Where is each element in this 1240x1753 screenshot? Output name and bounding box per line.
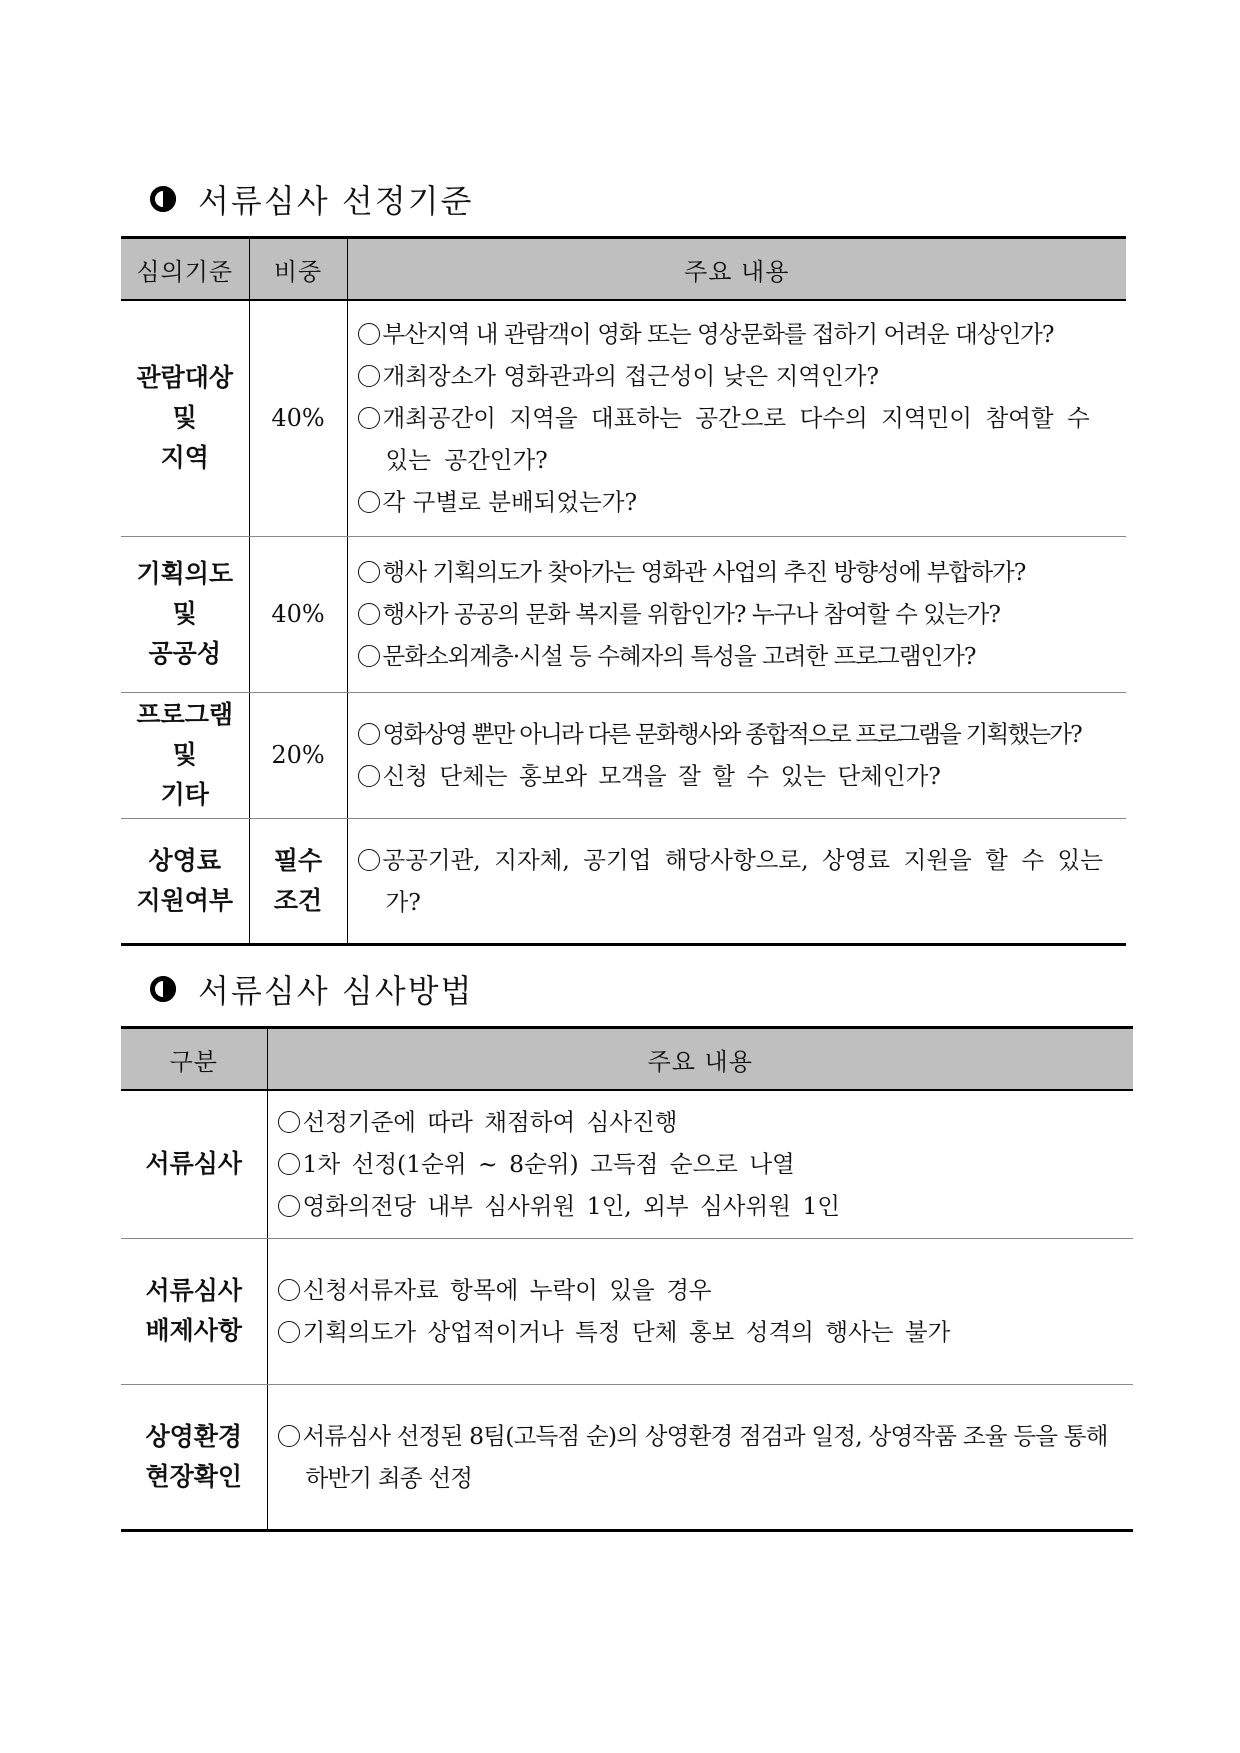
list-item: 신청 단체는 홍보와 모객을 잘 할 수 있는 단체인가? [358, 755, 1117, 797]
circle-bullet-icon [358, 491, 380, 513]
list-item: 문화소외계층·시설 등 수혜자의 특성을 고려한 프로그램인가? [358, 635, 1117, 677]
circle-bullet-icon [278, 1153, 300, 1175]
content-cell [347, 818, 1126, 944]
circle-bullet-icon [358, 365, 380, 387]
table-row [121, 692, 1126, 818]
table-header-row [121, 1028, 1133, 1091]
content-cell [267, 1238, 1133, 1384]
review-method-table [121, 1026, 1133, 1532]
circle-bullet-icon [150, 186, 176, 212]
content-cell [347, 300, 1126, 536]
list-item: 공공기관, 지자체, 공기업 해당사항으로, 상영료 지원을 할 수 있는가? [358, 839, 1117, 923]
circle-bullet-icon [358, 645, 380, 667]
list-item: 개최장소가 영화관과의 접근성이 낮은 지역인가? [358, 355, 1117, 397]
criteria-line: 지역 [160, 443, 209, 473]
weight-cell: 40% [249, 536, 347, 692]
weight-cell: 20% [249, 692, 347, 818]
category-line: 배제사항 [145, 1316, 243, 1345]
list-item: 영화의전당 내부 심사위원 1인, 외부 심사위원 1인 [278, 1185, 1124, 1227]
weight-cell: 40% [249, 300, 347, 536]
list-item: 영화상영 뿐만 아니라 다른 문화행사와 종합적으로 프로그램을 기획했는가? [358, 713, 1117, 755]
list-item: 부산지역 내 관람객이 영화 또는 영상문화를 접하기 어려운 대상인가? [358, 313, 1117, 355]
circle-bullet-icon [278, 1111, 300, 1133]
circle-bullet-icon [358, 561, 380, 583]
circle-bullet-icon [358, 603, 380, 625]
category-line: 현장확인 [145, 1461, 243, 1491]
circle-bullet-icon [278, 1425, 300, 1447]
category-cell [121, 1090, 267, 1238]
criteria-line: 프로그램 [136, 700, 234, 729]
circle-bullet-icon [278, 1195, 300, 1217]
list-item: 행사 기획의도가 찾아가는 영화관 사업의 추진 방향성에 부합하가? [358, 551, 1117, 593]
table-header-row [121, 238, 1126, 301]
header-criteria: 심의기준 [121, 238, 249, 301]
criteria-line: 기타 [160, 780, 209, 809]
table-row [121, 536, 1126, 692]
section2-heading [150, 966, 473, 1012]
circle-bullet-icon [150, 976, 176, 1002]
list-item: 행사가 공공의 문화 복지를 위함인가? 누구나 참여할 수 있는가? [358, 593, 1117, 635]
category-line: 상영환경 [145, 1421, 243, 1451]
circle-bullet-icon [358, 849, 380, 871]
content-cell [347, 536, 1126, 692]
header-weight: 비중 [249, 238, 347, 301]
criteria-line: 및 [172, 740, 197, 769]
section1-title: 서류심사 선정기준 [198, 182, 474, 220]
category-line: 서류심사 [145, 1149, 243, 1179]
criteria-line: 관람대상 [136, 363, 234, 393]
category-line: 서류심사 [145, 1276, 243, 1305]
weight-line: 필수 [273, 845, 323, 875]
criteria-cell [121, 300, 249, 536]
list-item: 각 구별로 분배되었는가? [358, 481, 1117, 523]
header-category: 구분 [121, 1028, 267, 1091]
category-cell [121, 1238, 267, 1384]
list-item: 개최공간이 지역을 대표하는 공간으로 다수의 지역민이 참여할 수 있는 공간인가? [358, 397, 1117, 481]
criteria-line: 상영료 [148, 845, 221, 875]
criteria-line: 기획의도 [136, 559, 234, 588]
list-item: 선정기준에 따라 채점하여 심사진행 [278, 1101, 1124, 1143]
criteria-cell [121, 536, 249, 692]
weight-cell [249, 818, 347, 944]
weight-line: 조건 [273, 885, 323, 915]
header-content: 주요 내용 [267, 1028, 1133, 1091]
circle-bullet-icon [278, 1321, 300, 1343]
table-row [121, 300, 1126, 536]
selection-criteria-table [121, 236, 1126, 946]
criteria-line: 및 [172, 599, 197, 628]
section1-heading [150, 176, 473, 222]
table-row [121, 1090, 1133, 1238]
category-cell [121, 1384, 267, 1530]
list-item: 신청서류자료 항목에 누락이 있을 경우 [278, 1269, 1124, 1311]
content-cell [267, 1090, 1133, 1238]
criteria-line: 지원여부 [136, 885, 234, 915]
circle-bullet-icon [358, 407, 380, 429]
circle-bullet-icon [358, 323, 380, 345]
content-cell [267, 1384, 1133, 1530]
header-content: 주요 내용 [347, 238, 1126, 301]
circle-bullet-icon [358, 765, 380, 787]
content-cell [347, 692, 1126, 818]
criteria-cell [121, 818, 249, 944]
circle-bullet-icon [278, 1279, 300, 1301]
list-item: 서류심사 선정된 8팀(고득점 순)의 상영환경 점검과 일정, 상영작품 조율 등을 통해 하반기 최종 선정 [278, 1415, 1124, 1499]
list-item: 기획의도가 상업적이거나 특정 단체 홍보 성격의 행사는 불가 [278, 1311, 1124, 1353]
table-row [121, 1384, 1133, 1530]
criteria-line: 및 [172, 403, 197, 433]
circle-bullet-icon [358, 723, 380, 745]
table-row [121, 818, 1126, 944]
criteria-cell [121, 692, 249, 818]
table-row [121, 1238, 1133, 1384]
criteria-line: 공공성 [148, 639, 221, 668]
section2-title: 서류심사 심사방법 [198, 972, 474, 1010]
list-item: 1차 선정(1순위 ~ 8순위) 고득점 순으로 나열 [278, 1143, 1124, 1185]
